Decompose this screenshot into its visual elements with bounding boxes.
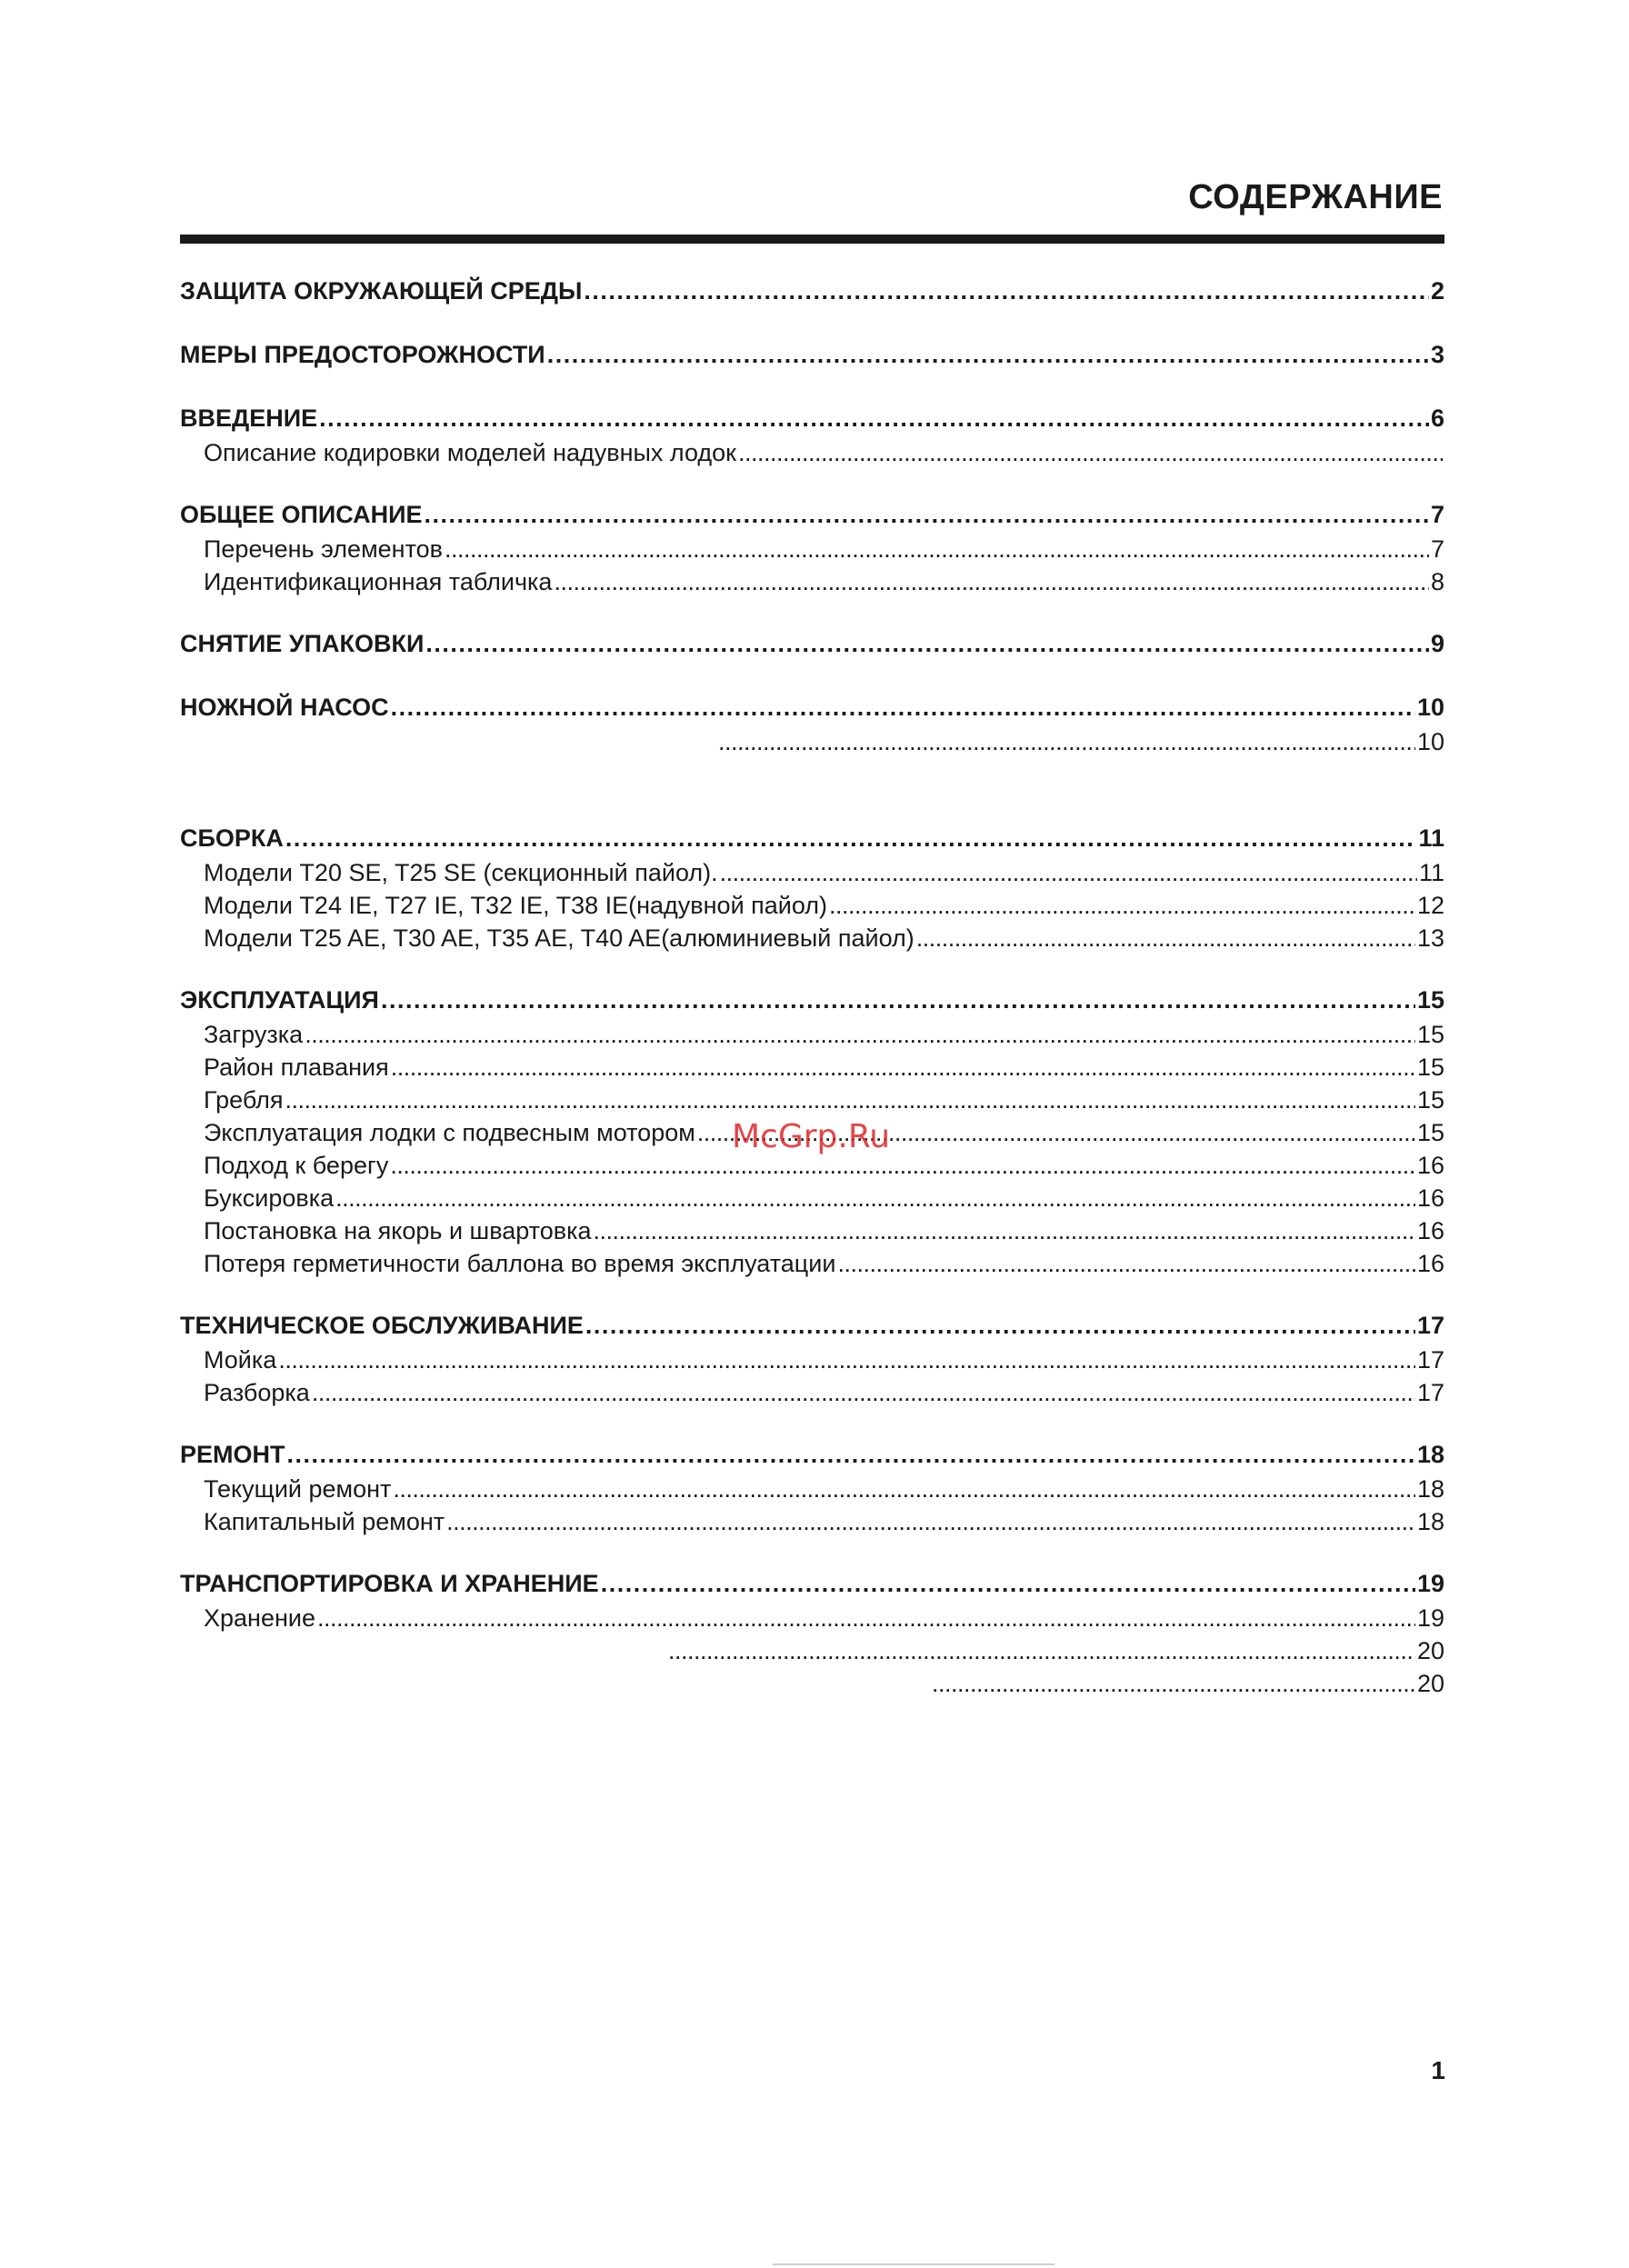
toc-entry-page: 19 bbox=[1416, 1604, 1444, 1632]
dot-leader bbox=[585, 1307, 1415, 1344]
toc-entry[interactable] bbox=[180, 533, 1444, 565]
dot-leader bbox=[718, 725, 1415, 758]
toc-heading[interactable] bbox=[180, 820, 1444, 856]
dot-leader bbox=[932, 1667, 1415, 1700]
title-rule bbox=[180, 235, 1444, 244]
dot-leader bbox=[425, 625, 1429, 662]
toc-entry[interactable] bbox=[180, 889, 1444, 922]
toc-entry-page: 20 bbox=[1416, 1670, 1444, 1697]
toc-heading-label: ТЕХНИЧЕСКОЕ ОБСЛУЖИВАНИЕ bbox=[180, 1312, 584, 1339]
toc-heading-label: РЕМОНТ bbox=[180, 1441, 285, 1468]
dot-leader bbox=[554, 565, 1429, 598]
toc-entry-label: Описание кодировки моделей надувных лодок bbox=[204, 439, 736, 466]
toc-heading-page: 19 bbox=[1416, 1570, 1444, 1597]
toc-entry-page: 17 bbox=[1416, 1346, 1444, 1374]
toc-heading-page: 9 bbox=[1430, 630, 1444, 657]
page-title: СОДЕРЖАНИЕ bbox=[1188, 178, 1443, 216]
toc-heading-label: СБОРКА bbox=[180, 824, 284, 852]
toc-entry-page: 15 bbox=[1416, 1021, 1444, 1048]
dot-leader bbox=[668, 1634, 1415, 1667]
toc-entry-page: 8 bbox=[1430, 568, 1444, 595]
toc-entry-page: 15 bbox=[1416, 1086, 1444, 1114]
toc-entry[interactable] bbox=[180, 922, 1444, 954]
toc-entry-page: 10 bbox=[1416, 728, 1444, 755]
toc-entry[interactable] bbox=[180, 1505, 1444, 1538]
toc-heading-page: 18 bbox=[1416, 1441, 1444, 1468]
toc-heading[interactable] bbox=[180, 336, 1444, 373]
toc-entry-page: 16 bbox=[1416, 1152, 1444, 1179]
toc-heading-label: СНЯТИЕ УПАКОВКИ bbox=[180, 630, 425, 657]
toc-entry[interactable] bbox=[180, 1182, 1444, 1214]
toc-heading-page: 6 bbox=[1430, 405, 1444, 432]
dot-leader bbox=[594, 1214, 1415, 1247]
page-number: 1 bbox=[1431, 2056, 1445, 2084]
toc-section bbox=[180, 1307, 1444, 1409]
dot-leader bbox=[738, 436, 1443, 469]
toc-heading[interactable] bbox=[180, 273, 1444, 309]
dot-leader bbox=[829, 889, 1415, 922]
toc-section bbox=[180, 400, 1444, 469]
toc-entry-label: Гребля bbox=[204, 1086, 284, 1114]
toc-entry-label: Модели T25 AE, T30 AE, T35 AE, T40 AE(алюминиевый пайол) bbox=[204, 924, 914, 952]
dot-leader bbox=[391, 1051, 1415, 1084]
toc-section bbox=[180, 689, 1444, 758]
dot-leader bbox=[584, 273, 1429, 309]
dot-leader bbox=[720, 856, 1417, 889]
toc-heading-label: ЭКСПЛУАТАЦИЯ bbox=[180, 986, 379, 1014]
toc-heading-page: 3 bbox=[1430, 341, 1444, 368]
toc-entry-page: 18 bbox=[1416, 1508, 1444, 1535]
toc-section bbox=[180, 820, 1444, 954]
dot-leader bbox=[312, 1376, 1415, 1409]
toc-entry-page: 15 bbox=[1416, 1119, 1444, 1146]
toc-entry[interactable] bbox=[180, 856, 1444, 889]
toc-entry-page: 17 bbox=[1416, 1379, 1444, 1406]
toc-entry-label: Текущий ремонт bbox=[204, 1475, 392, 1503]
toc-heading[interactable] bbox=[180, 1565, 1444, 1602]
toc-entry-page: 16 bbox=[1416, 1184, 1444, 1212]
toc-entry[interactable] bbox=[180, 1602, 1444, 1634]
toc-entry-page: 7 bbox=[1430, 535, 1444, 563]
toc-entry-label: Загрузка bbox=[204, 1021, 304, 1048]
table-of-contents bbox=[180, 273, 1444, 1700]
toc-heading[interactable] bbox=[180, 1436, 1444, 1473]
dot-leader bbox=[278, 1344, 1415, 1376]
toc-entry[interactable] bbox=[180, 565, 1444, 598]
toc-entry[interactable] bbox=[180, 1051, 1444, 1084]
toc-heading-label: ВВЕДЕНИЕ bbox=[180, 405, 318, 432]
toc-entry[interactable] bbox=[180, 1018, 1444, 1051]
toc-entry[interactable] bbox=[180, 1214, 1444, 1247]
dot-leader bbox=[381, 982, 1415, 1018]
toc-entry-page: 16 bbox=[1416, 1217, 1444, 1244]
toc-entry[interactable] bbox=[180, 725, 1444, 758]
toc-entry-label: Эксплуатация лодки с подвесным мотором bbox=[204, 1119, 695, 1146]
toc-heading-page: 11 bbox=[1418, 824, 1444, 852]
toc-entry-page: 13 bbox=[1416, 924, 1444, 952]
dot-leader bbox=[305, 1018, 1415, 1051]
toc-entry-label: Перечень элементов bbox=[204, 535, 443, 563]
dot-leader bbox=[916, 922, 1415, 954]
toc-entry-label: Идентификационная табличка bbox=[204, 568, 553, 595]
toc-section bbox=[180, 273, 1444, 309]
dot-leader bbox=[390, 1149, 1415, 1182]
toc-entry-page: 11 bbox=[1418, 859, 1444, 886]
toc-heading[interactable] bbox=[180, 496, 1444, 533]
toc-entry-page: 12 bbox=[1416, 892, 1444, 919]
toc-entry-label: Постановка на якорь и швартовка bbox=[204, 1217, 592, 1244]
toc-heading-label: МЕРЫ ПРЕДОСТОРОЖНОСТИ bbox=[180, 341, 545, 368]
toc-heading-page: 15 bbox=[1416, 986, 1444, 1014]
toc-section bbox=[180, 496, 1444, 598]
toc-heading-page: 17 bbox=[1416, 1312, 1444, 1339]
toc-section bbox=[180, 625, 1444, 662]
dot-leader bbox=[335, 1182, 1415, 1214]
toc-entry-label: Модели T20 SE, T25 SE (секционный пайол). bbox=[204, 859, 718, 886]
toc-entry-label: Потеря герметичности баллона во время эксплуатации bbox=[204, 1250, 836, 1277]
dot-leader bbox=[287, 1436, 1415, 1473]
dot-leader bbox=[393, 1473, 1415, 1505]
toc-heading-label: ТРАНСПОРТИРОВКА И ХРАНЕНИЕ bbox=[180, 1570, 599, 1597]
toc-entry[interactable] bbox=[180, 1247, 1444, 1280]
dot-leader bbox=[319, 400, 1429, 436]
toc-entry-label: Капитальный ремонт bbox=[204, 1508, 445, 1535]
dot-leader bbox=[285, 1084, 1414, 1116]
dot-leader bbox=[445, 533, 1429, 565]
dot-leader bbox=[547, 336, 1429, 373]
toc-entry-page: 15 bbox=[1416, 1054, 1444, 1081]
toc-heading[interactable] bbox=[180, 400, 1444, 436]
toc-entry-label: Буксировка bbox=[204, 1184, 335, 1212]
toc-entry-label: Модели T24 IE, T27 IE, T32 IE, T38 IE(надувной пайол) bbox=[204, 892, 828, 919]
dot-leader bbox=[446, 1505, 1415, 1538]
toc-entry[interactable] bbox=[180, 1344, 1444, 1376]
toc-entry-page: 18 bbox=[1416, 1475, 1444, 1503]
toc-entry-label: Мойка bbox=[204, 1346, 277, 1374]
dot-leader bbox=[601, 1565, 1415, 1602]
toc-heading-label: ЗАЩИТА ОКРУЖАЮЩЕЙ СРЕДЫ bbox=[180, 277, 583, 305]
toc-section bbox=[180, 1565, 1444, 1700]
toc-heading[interactable] bbox=[180, 689, 1444, 725]
toc-entry[interactable] bbox=[180, 1376, 1444, 1409]
toc-heading-page: 7 bbox=[1430, 501, 1444, 528]
watermark: McGrp.Ru bbox=[732, 1118, 891, 1155]
toc-heading-label: НОЖНОЙ НАСОС bbox=[180, 694, 389, 721]
toc-entry-page: 20 bbox=[1416, 1637, 1444, 1664]
dot-leader bbox=[425, 496, 1429, 533]
toc-heading[interactable] bbox=[180, 982, 1444, 1018]
toc-heading-page: 2 bbox=[1430, 277, 1444, 305]
toc-entry[interactable] bbox=[180, 1473, 1444, 1505]
toc-section bbox=[180, 1436, 1444, 1538]
toc-heading[interactable] bbox=[180, 625, 1444, 662]
toc-entry[interactable] bbox=[180, 436, 1444, 469]
toc-entry-label: Разборка bbox=[204, 1379, 310, 1406]
dot-leader bbox=[317, 1602, 1415, 1634]
toc-section bbox=[180, 336, 1444, 373]
toc-heading-page: 10 bbox=[1416, 694, 1444, 721]
toc-heading-label: ОБЩЕЕ ОПИСАНИЕ bbox=[180, 501, 423, 528]
toc-entry[interactable] bbox=[180, 1667, 1444, 1700]
toc-entry-page: 16 bbox=[1416, 1250, 1444, 1277]
toc-entry-label: Район плавания bbox=[204, 1054, 389, 1081]
dot-leader bbox=[391, 689, 1415, 725]
dot-leader bbox=[837, 1247, 1415, 1280]
toc-entry[interactable] bbox=[180, 1634, 1444, 1667]
scan-artifact bbox=[773, 2263, 1054, 2265]
toc-entry-label: Хранение bbox=[204, 1604, 315, 1632]
toc-entry[interactable] bbox=[180, 1084, 1444, 1116]
dot-leader bbox=[285, 820, 1417, 856]
toc-heading[interactable] bbox=[180, 1307, 1444, 1344]
toc-entry-label: Подход к берегу bbox=[204, 1152, 389, 1179]
